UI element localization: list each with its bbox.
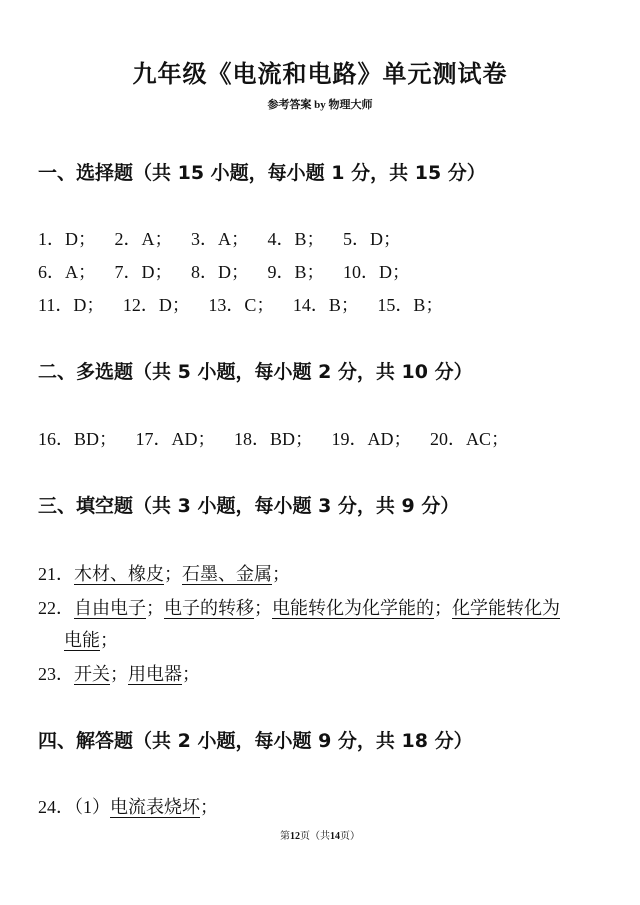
answer-blank: 石墨、金属 [182,564,272,584]
answer-item: 4．B； [267,229,325,249]
answer-item: 3．A； [191,229,249,249]
answer-item: 8．D； [191,262,249,282]
fill-q23 [38,660,200,686]
answer-blank: 化学能转化为 [452,598,560,618]
page-footer [0,827,640,842]
fill-q22 [38,594,560,620]
answer-blank: 电能 [64,630,100,650]
total-pages: 14 [330,831,340,842]
footer-suffix: 页） [340,831,360,842]
answer-item: 18．BD； [234,429,314,449]
answer-item: 17．AD； [135,429,216,449]
fill-q22-continuation [64,626,118,652]
answer-item: 1．D； [38,229,96,249]
answer-item: 5．D； [343,229,402,249]
separator: ； [272,564,290,584]
answer-item: 19．AD； [331,429,412,449]
footer-prefix: 第 [280,831,290,842]
answer-blank: 用电器 [128,664,182,684]
answer-item: 2．A； [114,229,173,249]
separator: ； [254,598,272,618]
separator: ； [182,664,200,684]
answer-blank: 开关 [74,664,110,684]
answer-item: 6．A； [38,262,96,282]
answer-q24 [38,793,218,819]
answer-item: 9．B； [267,262,325,282]
separator: ； [434,598,452,618]
answer-blank: 木材、橡皮 [74,564,164,584]
answer-item: 15．B； [377,295,444,315]
separator: ； [110,664,128,684]
question-number: 22． [38,598,74,618]
answer-blank: 电流表烧坏 [110,797,200,817]
choice-row-3 [38,291,457,317]
question-number: 24．（1） [38,797,110,817]
answer-item: 10．D； [343,262,411,282]
page-title: 九年级《电流和电路》单元测试卷 [132,59,508,88]
separator: ； [146,598,164,618]
choice-row-1 [38,225,415,251]
answer-item: 13．C； [208,295,275,315]
answer-blank: 电能转化为化学能的 [272,598,434,618]
answer-item: 7．D； [114,262,173,282]
answer-blank: 自由电子 [74,598,146,618]
separator: ； [200,797,218,817]
page-subtitle: 参考答案 by 物理大师 [267,99,373,111]
answer-item: 14．B； [292,295,359,315]
answer-item: 20．AC； [430,429,510,449]
answer-item: 12．D； [122,295,190,315]
answer-blank: 电子的转移 [164,598,254,618]
question-number: 23． [38,664,74,684]
question-number: 21． [38,564,74,584]
section-heading-fill: 三、填空题（共 3 小题，每小题 3 分，共 9 分） [38,495,460,517]
page-number: 12 [290,831,300,842]
footer-middle: 页（共 [300,831,330,842]
answer-item: 11．D； [38,295,105,315]
section-heading-multi: 二、多选题（共 5 小题，每小题 2 分，共 10 分） [38,361,473,383]
separator: ； [164,564,182,584]
answer-item: 16．BD； [38,429,118,449]
section-heading-answer: 四、解答题（共 2 小题，每小题 9 分，共 18 分） [38,730,473,752]
multi-row [38,425,523,451]
choice-row-2 [38,258,424,284]
fill-q21 [38,560,290,586]
section-heading-choice: 一、选择题（共 15 小题，每小题 1 分，共 15 分） [38,162,486,184]
separator: ； [100,630,118,650]
